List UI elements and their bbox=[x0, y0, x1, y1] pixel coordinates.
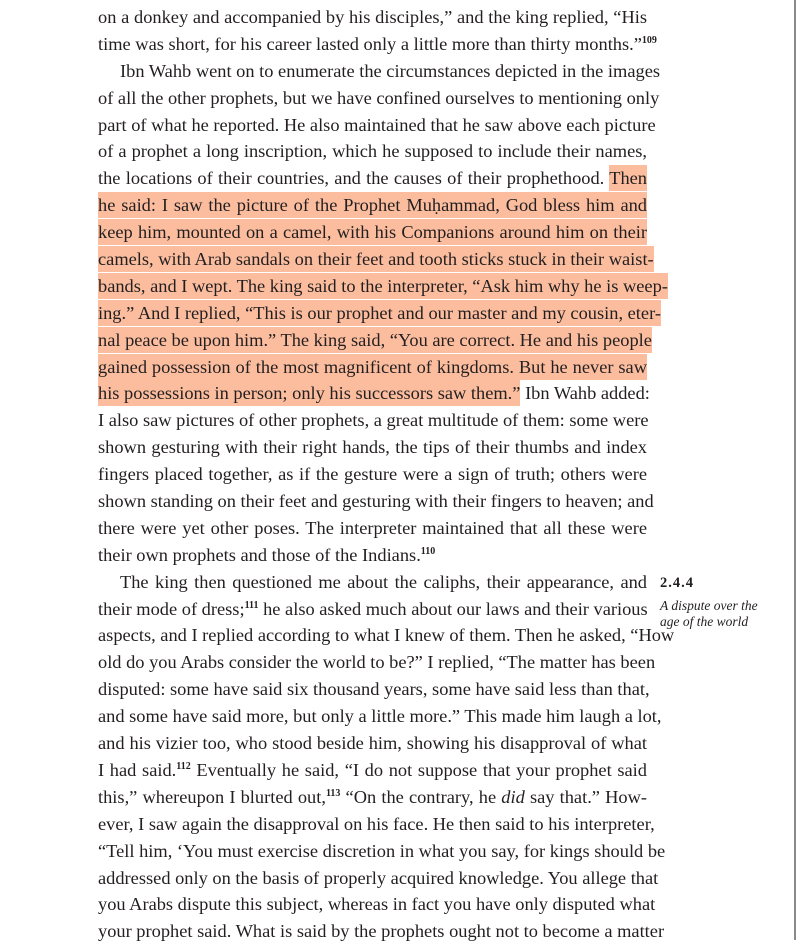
line-text: you Arabs dispute this subject, whereas in fact you have only disputed what bbox=[98, 894, 656, 915]
text-line bbox=[98, 58, 661, 85]
page-edge bbox=[794, 0, 796, 940]
text-line bbox=[98, 918, 665, 945]
line-text: ever, I saw again the disapproval on his face. He then said to his interpreter, bbox=[98, 813, 655, 834]
line-text: and some have said more, but only a little more.” This made him laugh a lot, bbox=[98, 706, 662, 727]
text-line bbox=[98, 300, 661, 327]
text-line bbox=[98, 811, 655, 838]
line-text: their own prophets and those of the Indians. bbox=[98, 544, 421, 565]
line-text: “Tell him, ‘You must exercise discretion in what you say, for kings should be bbox=[98, 840, 666, 861]
line-text: Eventually he said, “I do not suppose that your prophet said bbox=[196, 759, 647, 780]
line-text: old do you Arabs consider the world to be?” I replied, “The matter has been bbox=[98, 652, 656, 673]
text-line bbox=[98, 219, 647, 246]
body-text bbox=[98, 4, 675, 945]
line-text: the locations of their countries, and the causes of their prophethood. bbox=[98, 168, 605, 189]
line-text: The king then questioned me about the caliphs, their appearance, and bbox=[120, 571, 647, 592]
line-text: on a donkey and accompanied by his disciples,” and the king replied, “His bbox=[98, 7, 647, 27]
text-line bbox=[98, 676, 650, 703]
highlighted-text: ing.” And I replied, “This is our prophet and our master and my cousin, eter- bbox=[98, 302, 661, 323]
text-line bbox=[98, 703, 662, 730]
line-text: of a prophet a long inscription, which he supposed to include their names, bbox=[98, 141, 647, 162]
text-line bbox=[98, 622, 675, 649]
section-title: A dispute over the age of the world bbox=[660, 598, 758, 629]
emphasis-text: did bbox=[501, 786, 525, 807]
footnote-ref: 110 bbox=[420, 545, 436, 557]
text-line bbox=[98, 757, 647, 784]
text-line bbox=[98, 542, 647, 569]
text-line bbox=[98, 838, 666, 865]
highlighted-text: he said: I saw the picture of the Prophet Muḥammad, God bless him and bbox=[98, 195, 647, 216]
line-text: and his vizier too, who stood beside him, showing his disapproval of what bbox=[98, 733, 647, 754]
text-line bbox=[98, 354, 647, 381]
line-text: their mode of dress; bbox=[98, 598, 245, 619]
line-text: “On the contrary, he bbox=[345, 786, 497, 807]
line-text: fingers placed together, as if the gesture were a sign of truth; others were bbox=[98, 464, 647, 485]
line-text: say that.” How- bbox=[529, 786, 647, 807]
text-line bbox=[98, 112, 656, 139]
text-line bbox=[98, 891, 656, 918]
line-text: your prophet said. What is said by the prophets ought not to become a matter bbox=[98, 921, 665, 942]
text-line bbox=[98, 380, 650, 407]
section-number: 2.4.4 bbox=[660, 575, 694, 591]
footnote-ref: 111 bbox=[244, 599, 259, 611]
highlighted-text: Then bbox=[609, 168, 648, 189]
line-text: shown gesturing with their right hands, the tips of their thumbs and index bbox=[98, 437, 647, 458]
line-text: aspects, and I replied according to what I knew of them. Then he asked, “How bbox=[98, 625, 675, 646]
text-line bbox=[98, 434, 647, 461]
footnote-ref: 109 bbox=[641, 34, 657, 46]
margin-note bbox=[660, 572, 780, 630]
line-text: shown standing on their feet and gesturing with their fingers to heaven; and bbox=[98, 491, 654, 512]
line-text: there were yet other poses. The interpreter maintained that all these were bbox=[98, 517, 647, 538]
highlighted-text: nal peace be upon him.” The king said, “You are correct. He and his people bbox=[98, 329, 652, 350]
text-line bbox=[98, 488, 654, 515]
line-text: part of what he reported. He also maintained that he saw above each picture bbox=[98, 114, 656, 135]
footnote-ref: 113 bbox=[325, 787, 341, 799]
text-line bbox=[98, 327, 652, 354]
highlighted-text: bands, and I wept. The king said to the interpreter, “Ask him why he is weep- bbox=[98, 275, 668, 296]
footnote-ref: 112 bbox=[176, 760, 191, 772]
text-line bbox=[98, 138, 647, 165]
line-text: this,” whereupon I blurted out, bbox=[98, 786, 326, 807]
text-line bbox=[98, 85, 660, 112]
text-line bbox=[98, 246, 654, 273]
text-line bbox=[98, 31, 657, 58]
text-line bbox=[98, 192, 647, 219]
text-line bbox=[98, 515, 647, 542]
line-text: he also asked much about our laws and their various bbox=[263, 598, 648, 619]
text-line bbox=[98, 649, 656, 676]
line-text: addressed only on the basis of properly acquired knowledge. You allege that bbox=[98, 867, 659, 888]
text-line bbox=[98, 569, 647, 596]
text-line bbox=[98, 165, 647, 192]
line-text: Ibn Wahb added: bbox=[525, 383, 650, 404]
line-text: I also saw pictures of other prophets, a great multitude of them: some were bbox=[98, 410, 649, 431]
text-line bbox=[98, 596, 647, 623]
highlighted-text: keep him, mounted on a camel, with his Companions around him on their bbox=[98, 222, 647, 243]
line-text: of all the other prophets, but we have confined ourselves to mentioning only bbox=[98, 87, 660, 108]
text-line bbox=[98, 784, 647, 811]
text-line bbox=[98, 730, 647, 757]
text-line bbox=[98, 273, 668, 300]
line-text: Ibn Wahb went on to enumerate the circumstances depicted in the images bbox=[120, 60, 661, 81]
line-text: disputed: some have said six thousand years, some have said less than that, bbox=[98, 679, 650, 700]
line-text: I had said. bbox=[98, 759, 177, 780]
text-line bbox=[98, 461, 647, 488]
highlighted-text: his possessions in person; only his successors saw them.” bbox=[98, 383, 521, 404]
text-line bbox=[98, 4, 647, 31]
text-line bbox=[98, 407, 647, 434]
line-text: time was short, for his career lasted only a little more than thirty months.” bbox=[98, 33, 642, 54]
highlighted-text: gained possession of the most magnificent of kingdoms. But he never saw bbox=[98, 356, 647, 377]
text-line bbox=[98, 865, 659, 892]
highlighted-text: camels, with Arab sandals on their feet and tooth sticks stuck in their waist- bbox=[98, 249, 654, 270]
